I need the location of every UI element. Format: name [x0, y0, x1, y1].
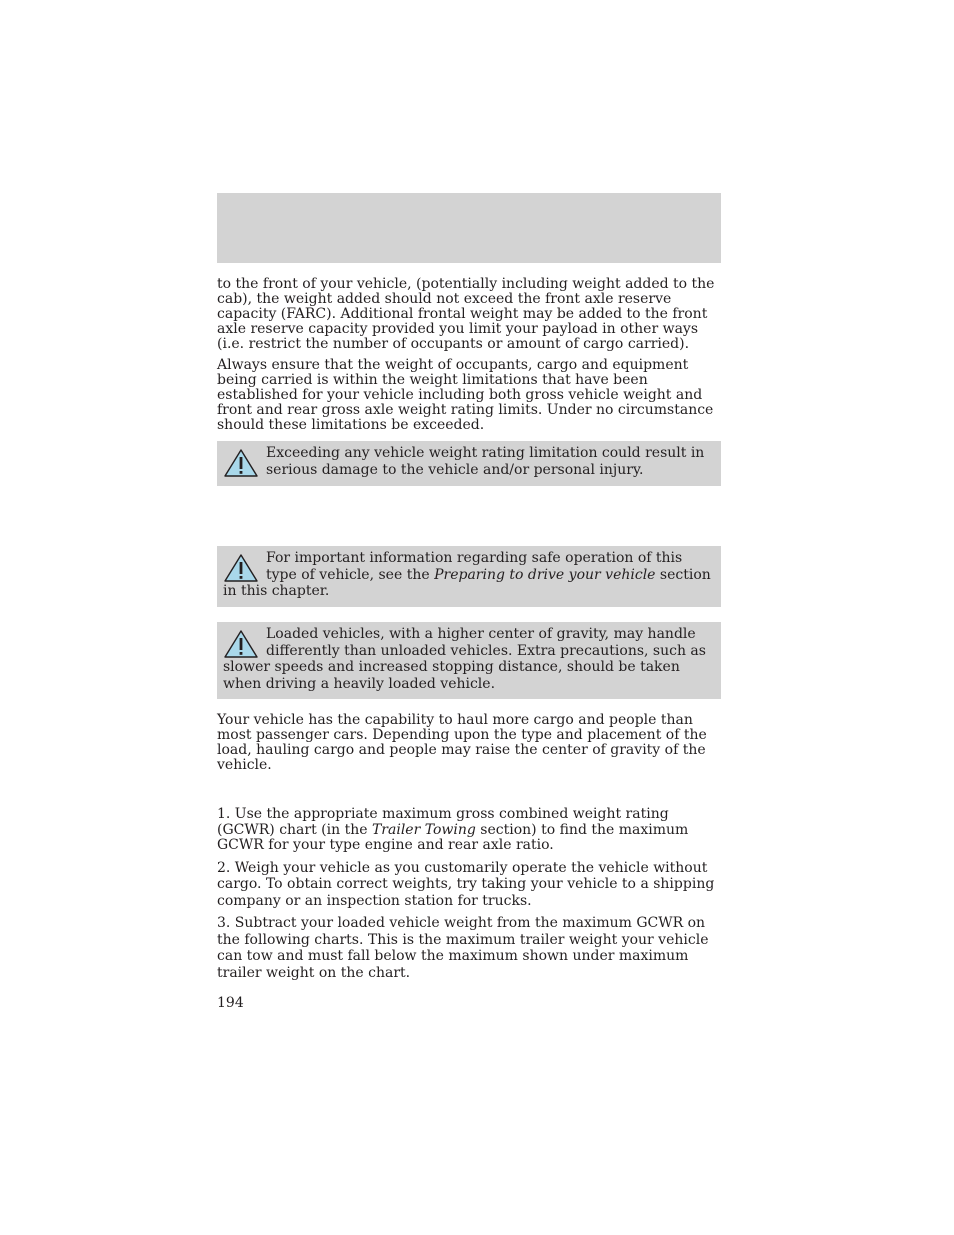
warning-triangle-icon — [223, 629, 259, 659]
warning-triangle-icon — [223, 553, 259, 583]
intro-paragraph-2: Always ensure that the weight of occupants, cargo and equipment being carried is within the weight limitations that have been established for your vehicle including both gross vehicle weight and front and rear gross axle weight rating limits. Under no circumstance should these limitations be exceeded. — [217, 357, 714, 433]
warning-triangle-icon — [223, 448, 259, 478]
step-2: 2. Weigh your vehicle as you customarily operate the vehicle without cargo. To obtain correct weights, try taking your vehicle to a shipping company or an inspection station for trucks. — [217, 859, 715, 909]
section-reference: Trailer Towing — [371, 821, 476, 838]
warning-box-safe-operation — [217, 546, 721, 607]
warning-text: Loaded vehicles, with a higher center of gravity, may handle differently than unloaded vehicles. Extra precautions, such as slower speeds and increased stopping distance, should be taken when driving a heavily loaded vehicle. — [223, 626, 706, 692]
intro-paragraph-1: to the front of your vehicle, (potentially including weight added to the cab), the weight added should not exceed the front axle reserve capacity (FARC). Additional frontal weight may be added to the front axle reserve capacity provided you limit your payload in other ways (i.e. restrict the number of occupants or amount of cargo carried). — [217, 276, 715, 352]
page-number: 194 — [217, 995, 244, 1011]
header-band — [217, 193, 721, 263]
warning-text: Exceeding any vehicle weight rating limitation could result in serious damage to the vehicle and/or personal injury. — [266, 445, 705, 478]
section-reference: Preparing to drive your vehicle — [434, 566, 656, 583]
step-3: 3. Subtract your loaded vehicle weight from the maximum GCWR on the following charts. This is the maximum trailer weight your vehicle can tow and must fall below the maximum shown under maximum trailer weight on the chart. — [217, 915, 709, 981]
warning-box-weight-limit — [217, 441, 721, 486]
step-1-text: 1. Use the appropriate maximum gross combined weight rating (GCWR) chart (in the — [217, 806, 669, 838]
warning-text: For important information regarding safe operation of this type of vehicle, see the — [266, 550, 683, 583]
step-1 — [217, 807, 721, 854]
warning-text-end: section in this chapter. — [223, 566, 711, 599]
warning-box-center-of-gravity — [217, 622, 721, 699]
body-paragraph-cargo: Your vehicle has the capability to haul more cargo and people than most passenger cars. Depending upon the type and placement of the load, hauling cargo and people may raise the center of gravity of the vehicle. — [217, 712, 707, 773]
page-content — [217, 277, 721, 1011]
step-1-text-end: section) to find the maximum GCWR for your type engine and rear axle ratio. — [217, 821, 689, 853]
